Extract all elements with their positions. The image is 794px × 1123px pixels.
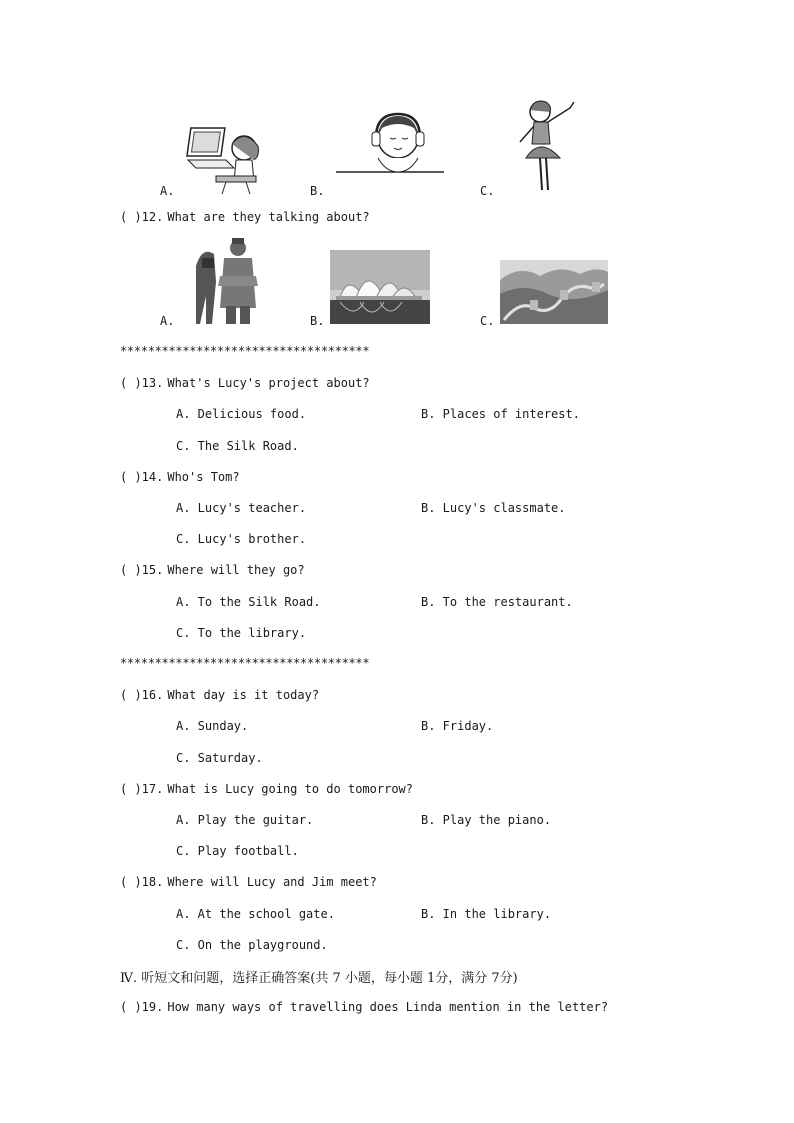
terracotta-warriors-image <box>192 236 260 326</box>
q12-option-b-label: B. <box>310 314 325 328</box>
question-15 <box>120 563 305 577</box>
question-text: Who's Tom? <box>167 470 240 484</box>
question-number: ( )19. <box>120 1000 164 1014</box>
question-number: ( )15. <box>120 563 164 577</box>
q18-option-a: A. At the school gate. <box>176 907 335 921</box>
q13-option-b: B. Places of interest. <box>421 407 580 421</box>
q11-option-b-label: B. <box>310 184 325 198</box>
question-number: ( )17. <box>120 782 164 796</box>
question-number: ( )18. <box>120 875 164 889</box>
question-text: Where will they go? <box>167 563 305 577</box>
question-14 <box>120 470 240 484</box>
girl-typing-computer-image <box>186 120 266 196</box>
q14-option-c: C. Lucy's brother. <box>176 532 307 546</box>
question-13 <box>120 376 370 390</box>
q17-option-c: C. Play football. <box>176 844 299 858</box>
question-19 <box>120 1000 608 1014</box>
q13-option-a: A. Delicious food. <box>176 407 307 421</box>
sydney-opera-house-image <box>330 250 430 324</box>
q16-option-c: C. Saturday. <box>176 751 263 765</box>
q12-option-a-label: A. <box>160 314 175 328</box>
question-number: ( )16. <box>120 688 164 702</box>
q11-option-c-label: C. <box>480 184 495 198</box>
separator: ************************************ <box>120 344 370 358</box>
separator: ************************************ <box>120 656 370 670</box>
q17-option-b: B. Play the piano. <box>421 813 552 827</box>
q14-option-b: B. Lucy's classmate. <box>421 501 566 515</box>
section-heading: Ⅳ. 听短文和问题，选择正确答案(共 7 小题，每小题 1分，满分 7分) <box>120 971 518 986</box>
q15-option-b: B. To the restaurant. <box>421 595 573 609</box>
question-text: What's Lucy's project about? <box>167 376 370 390</box>
great-wall-image <box>500 260 608 324</box>
q18-option-c: C. On the playground. <box>176 938 328 952</box>
q17-option-a: A. Play the guitar. <box>176 813 314 827</box>
q13-option-c: C. The Silk Road. <box>176 439 299 453</box>
question-16 <box>120 688 319 702</box>
q16-option-b: B. Friday. <box>421 719 494 733</box>
question-number: ( )13. <box>120 376 164 390</box>
question-18 <box>120 875 377 889</box>
q16-option-a: A. Sunday. <box>176 719 249 733</box>
girl-with-headphones-image <box>336 112 444 184</box>
question-text: What is Lucy going to do tomorrow? <box>167 782 413 796</box>
question-text: Where will Lucy and Jim meet? <box>167 875 377 889</box>
question-text: What are they talking about? <box>167 210 370 224</box>
q11-option-a-label: A. <box>160 184 175 198</box>
q18-option-b: B. In the library. <box>421 907 552 921</box>
q12-option-c-label: C. <box>480 314 495 328</box>
question-17 <box>120 782 413 796</box>
q15-option-a: A. To the Silk Road. <box>176 595 321 609</box>
question-text: What day is it today? <box>167 688 320 702</box>
question-text: How many ways of travelling does Linda mention in the letter? <box>167 1000 609 1014</box>
question-number: ( )14. <box>120 470 164 484</box>
question-number: ( )12. <box>120 210 164 224</box>
q15-option-c: C. To the library. <box>176 626 307 640</box>
q14-option-a: A. Lucy's teacher. <box>176 501 307 515</box>
question-12 <box>120 210 370 224</box>
girl-dancing-image <box>516 98 578 196</box>
